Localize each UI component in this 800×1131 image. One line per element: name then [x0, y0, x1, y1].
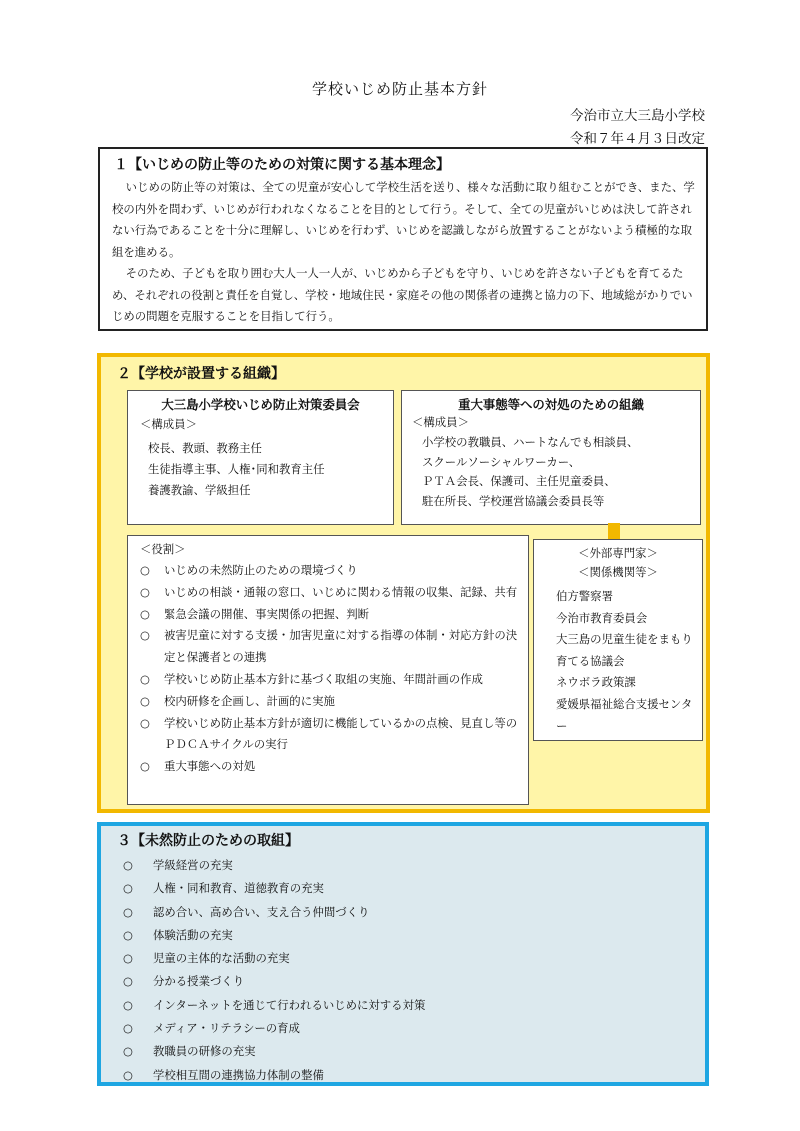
bullet-circle-icon: ○	[140, 563, 150, 577]
bullet-circle-icon: ○	[123, 997, 133, 1012]
external-box	[533, 539, 703, 741]
box-connector	[608, 523, 620, 539]
prevention-item	[123, 924, 425, 947]
section1-paragraph-2: そのため、子どもを取り囲む大人一人一人が、いじめから子どもを守り、いじめを許さない子どもを育てるため、それぞれの役割と責任を自覚し、学校・地域住民・家庭その他の関係者の連携と協力の下、地域総がかりでいじめの問題を克服することを目指して行う。	[112, 266, 693, 323]
role-item-text: 緊急会議の開催、事実関係の把握、判断	[164, 606, 370, 621]
external-agency: 大三島の児童生徒をまもり育てる協議会	[556, 632, 693, 668]
serious-member: 駐在所長、学校運営協議会委員長等	[422, 493, 605, 508]
prevention-item	[123, 970, 425, 993]
prevention-item-text: 体験活動の充実	[153, 927, 233, 942]
serious-member: スクールソーシャルワーカー、	[422, 454, 581, 469]
role-item-text: 重大事態への対処	[164, 759, 256, 774]
committee-member: 養護教諭、学級担任	[148, 483, 251, 497]
serious-incident-box	[401, 390, 701, 525]
revision-date: 令和７年４月３日改定	[570, 131, 705, 147]
committee-member: 生徒指導主事、人権･同和教育主任	[148, 462, 325, 476]
role-item-text: いじめの相談・通報の窓口、いじめに関わる情報の収集、記録、共有	[164, 584, 518, 599]
prevention-item	[123, 901, 425, 924]
roles-list	[140, 560, 522, 778]
bullet-circle-icon: ○	[140, 606, 150, 621]
section3-heading: ３【未然防止のための取組】	[117, 833, 299, 849]
roles-label: ＜役割＞	[140, 542, 186, 556]
page-title: 学校いじめ防止基本方針	[311, 80, 488, 98]
serious-members-label: ＜構成員＞	[412, 415, 469, 429]
prevention-item	[123, 994, 425, 1017]
committee-title: 大三島小学校いじめ防止対策委員会	[161, 397, 360, 412]
role-item	[140, 604, 522, 626]
prevention-item-text: 学級経営の充実	[153, 858, 233, 872]
bullet-circle-icon: ○	[123, 974, 133, 989]
role-item	[140, 560, 522, 582]
roles-box	[127, 535, 529, 805]
serious-members-list	[422, 433, 638, 511]
role-item-text: 学校いじめ防止基本方針に基づく取組の実施、年間計画の作成	[164, 671, 483, 686]
section2-heading: ２【学校が設置する組織】	[117, 366, 285, 382]
bullet-circle-icon: ○	[123, 1044, 133, 1059]
role-item-text: 被害児童に対する支援・加害児童に対する指導の体制・対応方針の決定と保護者との連携	[164, 628, 518, 665]
external-agency: 愛媛県福祉総合支援センター	[556, 696, 693, 733]
role-item	[140, 713, 522, 757]
serious-member: ＰＴＡ会長、保護司、主任児童委員、	[422, 474, 616, 488]
external-label-agencies: ＜関係機関等＞	[578, 565, 658, 579]
prevention-item-text: 人権・同和教育、道徳教育の充実	[153, 881, 324, 896]
external-agency: 今治市教育委員会	[556, 610, 648, 625]
bullet-circle-icon: ○	[123, 927, 133, 942]
committee-member: 校長、教頭、教務主任	[148, 441, 262, 455]
bullet-circle-icon: ○	[123, 881, 133, 896]
prevention-item-text: メディア・リテラシーの育成	[153, 1021, 300, 1036]
committee-box	[127, 390, 394, 525]
bullet-circle-icon: ○	[123, 1021, 133, 1036]
role-item	[140, 669, 522, 691]
prevention-item-text: 認め合い、高め合い、支え合う仲間づくり	[153, 904, 370, 919]
section1-heading: １【いじめの防止等のための対策に関する基本理念】	[114, 157, 450, 173]
bullet-circle-icon: ○	[140, 715, 150, 730]
prevention-item-text: 教職員の研修の充実	[153, 1044, 256, 1059]
bullet-circle-icon: ○	[123, 951, 133, 966]
prevention-list	[123, 854, 425, 1087]
school-name: 今治市立大三島小学校	[570, 108, 705, 124]
section-school-organization	[97, 353, 710, 813]
prevention-item	[123, 1040, 425, 1063]
external-label-experts: ＜外部専門家＞	[578, 546, 658, 560]
external-agency: 伯方警察署	[556, 589, 613, 603]
prevention-item	[123, 1064, 425, 1087]
prevention-item-text: インターネットを通じて行われるいじめに対する対策	[153, 997, 426, 1012]
prevention-item	[123, 1017, 425, 1040]
prevention-item-text: 分かる授業づくり	[153, 974, 245, 989]
role-item-text: いじめの未然防止のための環境づくり	[164, 563, 358, 577]
role-item-text: 校内研修を企画し、計画的に実施	[164, 693, 335, 708]
prevention-item	[123, 877, 425, 900]
prevention-item-text: 児童の主体的な活動の充実	[153, 951, 290, 966]
bullet-circle-icon: ○	[140, 671, 150, 686]
role-item	[140, 691, 522, 713]
committee-members-list	[148, 438, 325, 501]
bullet-circle-icon: ○	[140, 628, 150, 643]
external-list	[544, 586, 696, 737]
external-agency: ネウボラ政策課	[556, 675, 636, 690]
bullet-circle-icon: ○	[123, 858, 133, 872]
role-item	[140, 756, 522, 778]
role-item-text: 学校いじめ防止基本方針が適切に機能しているかの点検、見直し等のＰＤＣＡサイクルの実行	[164, 715, 518, 752]
prevention-item-text: 学校相互間の連携協力体制の整備	[153, 1067, 324, 1082]
bullet-circle-icon: ○	[123, 1067, 133, 1082]
prevention-item	[123, 947, 425, 970]
committee-members-label: ＜構成員＞	[140, 417, 197, 431]
role-item	[140, 625, 522, 669]
serious-incident-title: 重大事態等への対処のための組織	[458, 397, 644, 412]
bullet-circle-icon: ○	[140, 759, 150, 774]
serious-member: 小学校の教職員、ハートなんでも相談員、	[422, 435, 639, 449]
section1-paragraph-1: いじめの防止等の対策は、全ての児童が安心して学校生活を送り、様々な活動に取り組むことができ、また、学校の内外を問わず、いじめが行われなくなることを目的として行う。そして、全ての児童がいじめは決して許されない行為であることを十分に理解し、いじめを行わず、いじめを認識しながら放置することがないよう積極的な取組を進める。	[112, 180, 695, 259]
section-basic-principle	[98, 147, 708, 331]
bullet-circle-icon: ○	[123, 904, 133, 919]
bullet-circle-icon: ○	[140, 584, 150, 599]
prevention-item	[123, 854, 425, 877]
section-prevention	[97, 822, 709, 1086]
bullet-circle-icon: ○	[140, 693, 150, 708]
role-item	[140, 582, 522, 604]
